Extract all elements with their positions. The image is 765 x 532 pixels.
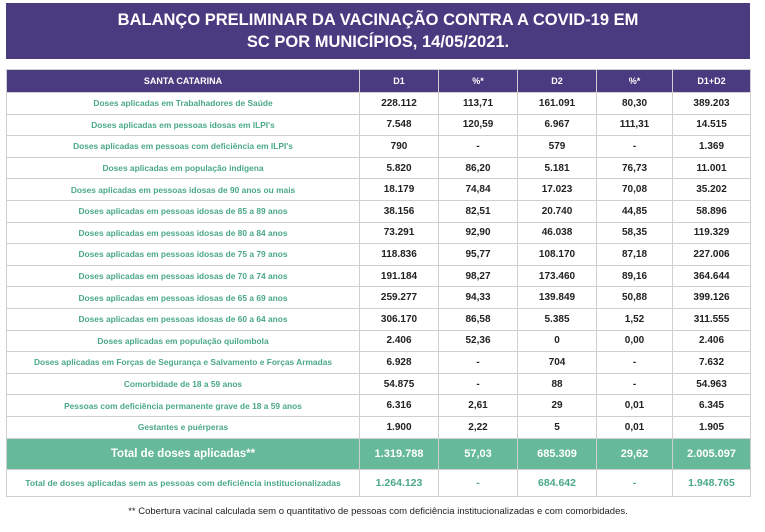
row-pct-d2: 87,18 bbox=[597, 244, 673, 266]
total-excl-d2: 684.642 bbox=[518, 469, 597, 496]
row-d1: 54.875 bbox=[360, 373, 439, 395]
row-d1: 6.316 bbox=[360, 395, 439, 417]
row-pct-d2: - bbox=[597, 352, 673, 374]
row-pct-d2: 1,52 bbox=[597, 308, 673, 330]
row-sum: 6.345 bbox=[673, 395, 751, 417]
row-d2: 108.170 bbox=[518, 244, 597, 266]
title-line-1: BALANÇO PRELIMINAR DA VACINAÇÃO CONTRA A COVID-19 EM bbox=[117, 11, 639, 29]
row-pct-d2: 89,16 bbox=[597, 265, 673, 287]
row-d1: 7.548 bbox=[360, 114, 439, 136]
footnote: ** Cobertura vacinal calculada sem o quantitativo de pessoas com deficiência institucionalizadas e com comorbidades. bbox=[128, 506, 628, 517]
row-d1: 18.179 bbox=[360, 179, 439, 201]
row-pct-d1: 82,51 bbox=[439, 200, 518, 222]
row-pct-d1: 94,33 bbox=[439, 287, 518, 309]
header-pct-d2: %* bbox=[597, 70, 673, 93]
row-pct-d2: 0,00 bbox=[597, 330, 673, 352]
table-row bbox=[7, 179, 751, 201]
row-label: Doses aplicadas em pessoas idosas de 80 a 84 anos bbox=[7, 222, 360, 244]
row-pct-d2: 44,85 bbox=[597, 200, 673, 222]
total-label: Total de doses aplicadas** bbox=[7, 438, 360, 469]
table-row bbox=[7, 93, 751, 115]
row-d2: 0 bbox=[518, 330, 597, 352]
table-header-row bbox=[7, 70, 751, 93]
row-label: Doses aplicadas em pessoas idosas de 85 a 89 anos bbox=[7, 200, 360, 222]
row-pct-d1: 92,90 bbox=[439, 222, 518, 244]
total-pct-d2: 29,62 bbox=[597, 438, 673, 469]
row-pct-d1: - bbox=[439, 136, 518, 158]
table-row bbox=[7, 136, 751, 158]
header-d1-plus-d2: D1+D2 bbox=[673, 70, 751, 93]
row-pct-d2: 58,35 bbox=[597, 222, 673, 244]
row-pct-d2: - bbox=[597, 136, 673, 158]
row-d2: 88 bbox=[518, 373, 597, 395]
row-sum: 14.515 bbox=[673, 114, 751, 136]
row-sum: 311.555 bbox=[673, 308, 751, 330]
row-d2: 161.091 bbox=[518, 93, 597, 115]
row-sum: 364.644 bbox=[673, 265, 751, 287]
table-row bbox=[7, 265, 751, 287]
row-pct-d1: - bbox=[439, 352, 518, 374]
row-sum: 7.632 bbox=[673, 352, 751, 374]
row-label: Doses aplicadas em pessoas idosas de 70 a 74 anos bbox=[7, 265, 360, 287]
total-excl-pct-d2: - bbox=[597, 469, 673, 496]
row-d1: 38.156 bbox=[360, 200, 439, 222]
row-pct-d1: 86,58 bbox=[439, 308, 518, 330]
row-d2: 46.038 bbox=[518, 222, 597, 244]
total-pct-d1: 57,03 bbox=[439, 438, 518, 469]
table-row bbox=[7, 114, 751, 136]
row-label: Doses aplicadas em pessoas idosas de 75 a 79 anos bbox=[7, 244, 360, 266]
row-pct-d2: 0,01 bbox=[597, 416, 673, 438]
table-row bbox=[7, 330, 751, 352]
row-label: Comorbidade de 18 a 59 anos bbox=[7, 373, 360, 395]
row-sum: 1.905 bbox=[673, 416, 751, 438]
row-pct-d1: - bbox=[439, 373, 518, 395]
row-pct-d1: 98,27 bbox=[439, 265, 518, 287]
row-label: Pessoas com deficiência permanente grave de 18 a 59 anos bbox=[7, 395, 360, 417]
row-pct-d1: 52,36 bbox=[439, 330, 518, 352]
row-d2: 704 bbox=[518, 352, 597, 374]
row-label: Doses aplicadas em pessoas idosas de 90 anos ou mais bbox=[7, 179, 360, 201]
row-pct-d1: 2,61 bbox=[439, 395, 518, 417]
row-sum: 399.126 bbox=[673, 287, 751, 309]
row-pct-d1: 120,59 bbox=[439, 114, 518, 136]
table-row bbox=[7, 244, 751, 266]
table-row bbox=[7, 287, 751, 309]
total-excl-label: Total de doses aplicadas sem as pessoas com deficiência institucionalizadas bbox=[7, 469, 360, 496]
row-d1: 118.836 bbox=[360, 244, 439, 266]
row-label: Doses aplicadas em população indígena bbox=[7, 157, 360, 179]
row-sum: 35.202 bbox=[673, 179, 751, 201]
total-sum: 2.005.097 bbox=[673, 438, 751, 469]
table-row bbox=[7, 308, 751, 330]
table-row bbox=[7, 395, 751, 417]
row-label: Gestantes e puérperas bbox=[7, 416, 360, 438]
row-sum: 2.406 bbox=[673, 330, 751, 352]
row-d1: 191.184 bbox=[360, 265, 439, 287]
row-d1: 73.291 bbox=[360, 222, 439, 244]
row-d1: 2.406 bbox=[360, 330, 439, 352]
table-row bbox=[7, 416, 751, 438]
total-d2: 685.309 bbox=[518, 438, 597, 469]
row-label: Doses aplicadas em população quilombola bbox=[7, 330, 360, 352]
row-pct-d2: 111,31 bbox=[597, 114, 673, 136]
row-d1: 1.900 bbox=[360, 416, 439, 438]
row-pct-d1: 113,71 bbox=[439, 93, 518, 115]
table-row bbox=[7, 222, 751, 244]
row-sum: 389.203 bbox=[673, 93, 751, 115]
row-d2: 5.181 bbox=[518, 157, 597, 179]
row-d1: 6.928 bbox=[360, 352, 439, 374]
row-d2: 139.849 bbox=[518, 287, 597, 309]
row-pct-d2: 76,73 bbox=[597, 157, 673, 179]
row-pct-d1: 95,77 bbox=[439, 244, 518, 266]
header-state: SANTA CATARINA bbox=[7, 70, 360, 93]
total-excl-row bbox=[7, 469, 751, 496]
row-d2: 6.967 bbox=[518, 114, 597, 136]
row-pct-d1: 74,84 bbox=[439, 179, 518, 201]
row-d2: 29 bbox=[518, 395, 597, 417]
row-sum: 54.963 bbox=[673, 373, 751, 395]
total-excl-d1: 1.264.123 bbox=[360, 469, 439, 496]
row-d1: 228.112 bbox=[360, 93, 439, 115]
row-sum: 58.896 bbox=[673, 200, 751, 222]
row-sum: 227.006 bbox=[673, 244, 751, 266]
row-d1: 306.170 bbox=[360, 308, 439, 330]
vaccination-table bbox=[6, 69, 751, 497]
row-pct-d2: 80,30 bbox=[597, 93, 673, 115]
title-line-2: SC POR MUNICÍPIOS, 14/05/2021. bbox=[246, 33, 510, 51]
row-label: Doses aplicadas em pessoas idosas de 60 a 64 anos bbox=[7, 308, 360, 330]
table-row bbox=[7, 157, 751, 179]
header-d2: D2 bbox=[518, 70, 597, 93]
row-d2: 5.385 bbox=[518, 308, 597, 330]
table-row bbox=[7, 373, 751, 395]
row-sum: 11.001 bbox=[673, 157, 751, 179]
row-pct-d2: 0,01 bbox=[597, 395, 673, 417]
row-sum: 119.329 bbox=[673, 222, 751, 244]
row-pct-d1: 86,20 bbox=[439, 157, 518, 179]
row-label: Doses aplicadas em Trabalhadores de Saúde bbox=[7, 93, 360, 115]
row-pct-d1: 2,22 bbox=[439, 416, 518, 438]
row-label: Doses aplicadas em pessoas idosas de 65 a 69 anos bbox=[7, 287, 360, 309]
row-pct-d2: - bbox=[597, 373, 673, 395]
row-d2: 5 bbox=[518, 416, 597, 438]
row-d2: 579 bbox=[518, 136, 597, 158]
row-label: Doses aplicadas em Forças de Segurança e Salvamento e Forças Armadas bbox=[7, 352, 360, 374]
table-row bbox=[7, 200, 751, 222]
row-pct-d2: 50,88 bbox=[597, 287, 673, 309]
row-d2: 20.740 bbox=[518, 200, 597, 222]
row-label: Doses aplicadas em pessoas idosas em ILPI's bbox=[7, 114, 360, 136]
row-pct-d2: 70,08 bbox=[597, 179, 673, 201]
row-d2: 173.460 bbox=[518, 265, 597, 287]
row-sum: 1.369 bbox=[673, 136, 751, 158]
row-d1: 790 bbox=[360, 136, 439, 158]
total-excl-sum: 1.948.765 bbox=[673, 469, 751, 496]
total-excl-pct-d1: - bbox=[439, 469, 518, 496]
row-label: Doses aplicadas em pessoas com deficiência em ILPI's bbox=[7, 136, 360, 158]
title-banner bbox=[6, 3, 750, 59]
total-d1: 1.319.788 bbox=[360, 438, 439, 469]
row-d1: 5.820 bbox=[360, 157, 439, 179]
table-row bbox=[7, 352, 751, 374]
row-d1: 259.277 bbox=[360, 287, 439, 309]
total-row bbox=[7, 438, 751, 469]
row-d2: 17.023 bbox=[518, 179, 597, 201]
header-pct-d1: %* bbox=[439, 70, 518, 93]
header-d1: D1 bbox=[360, 70, 439, 93]
